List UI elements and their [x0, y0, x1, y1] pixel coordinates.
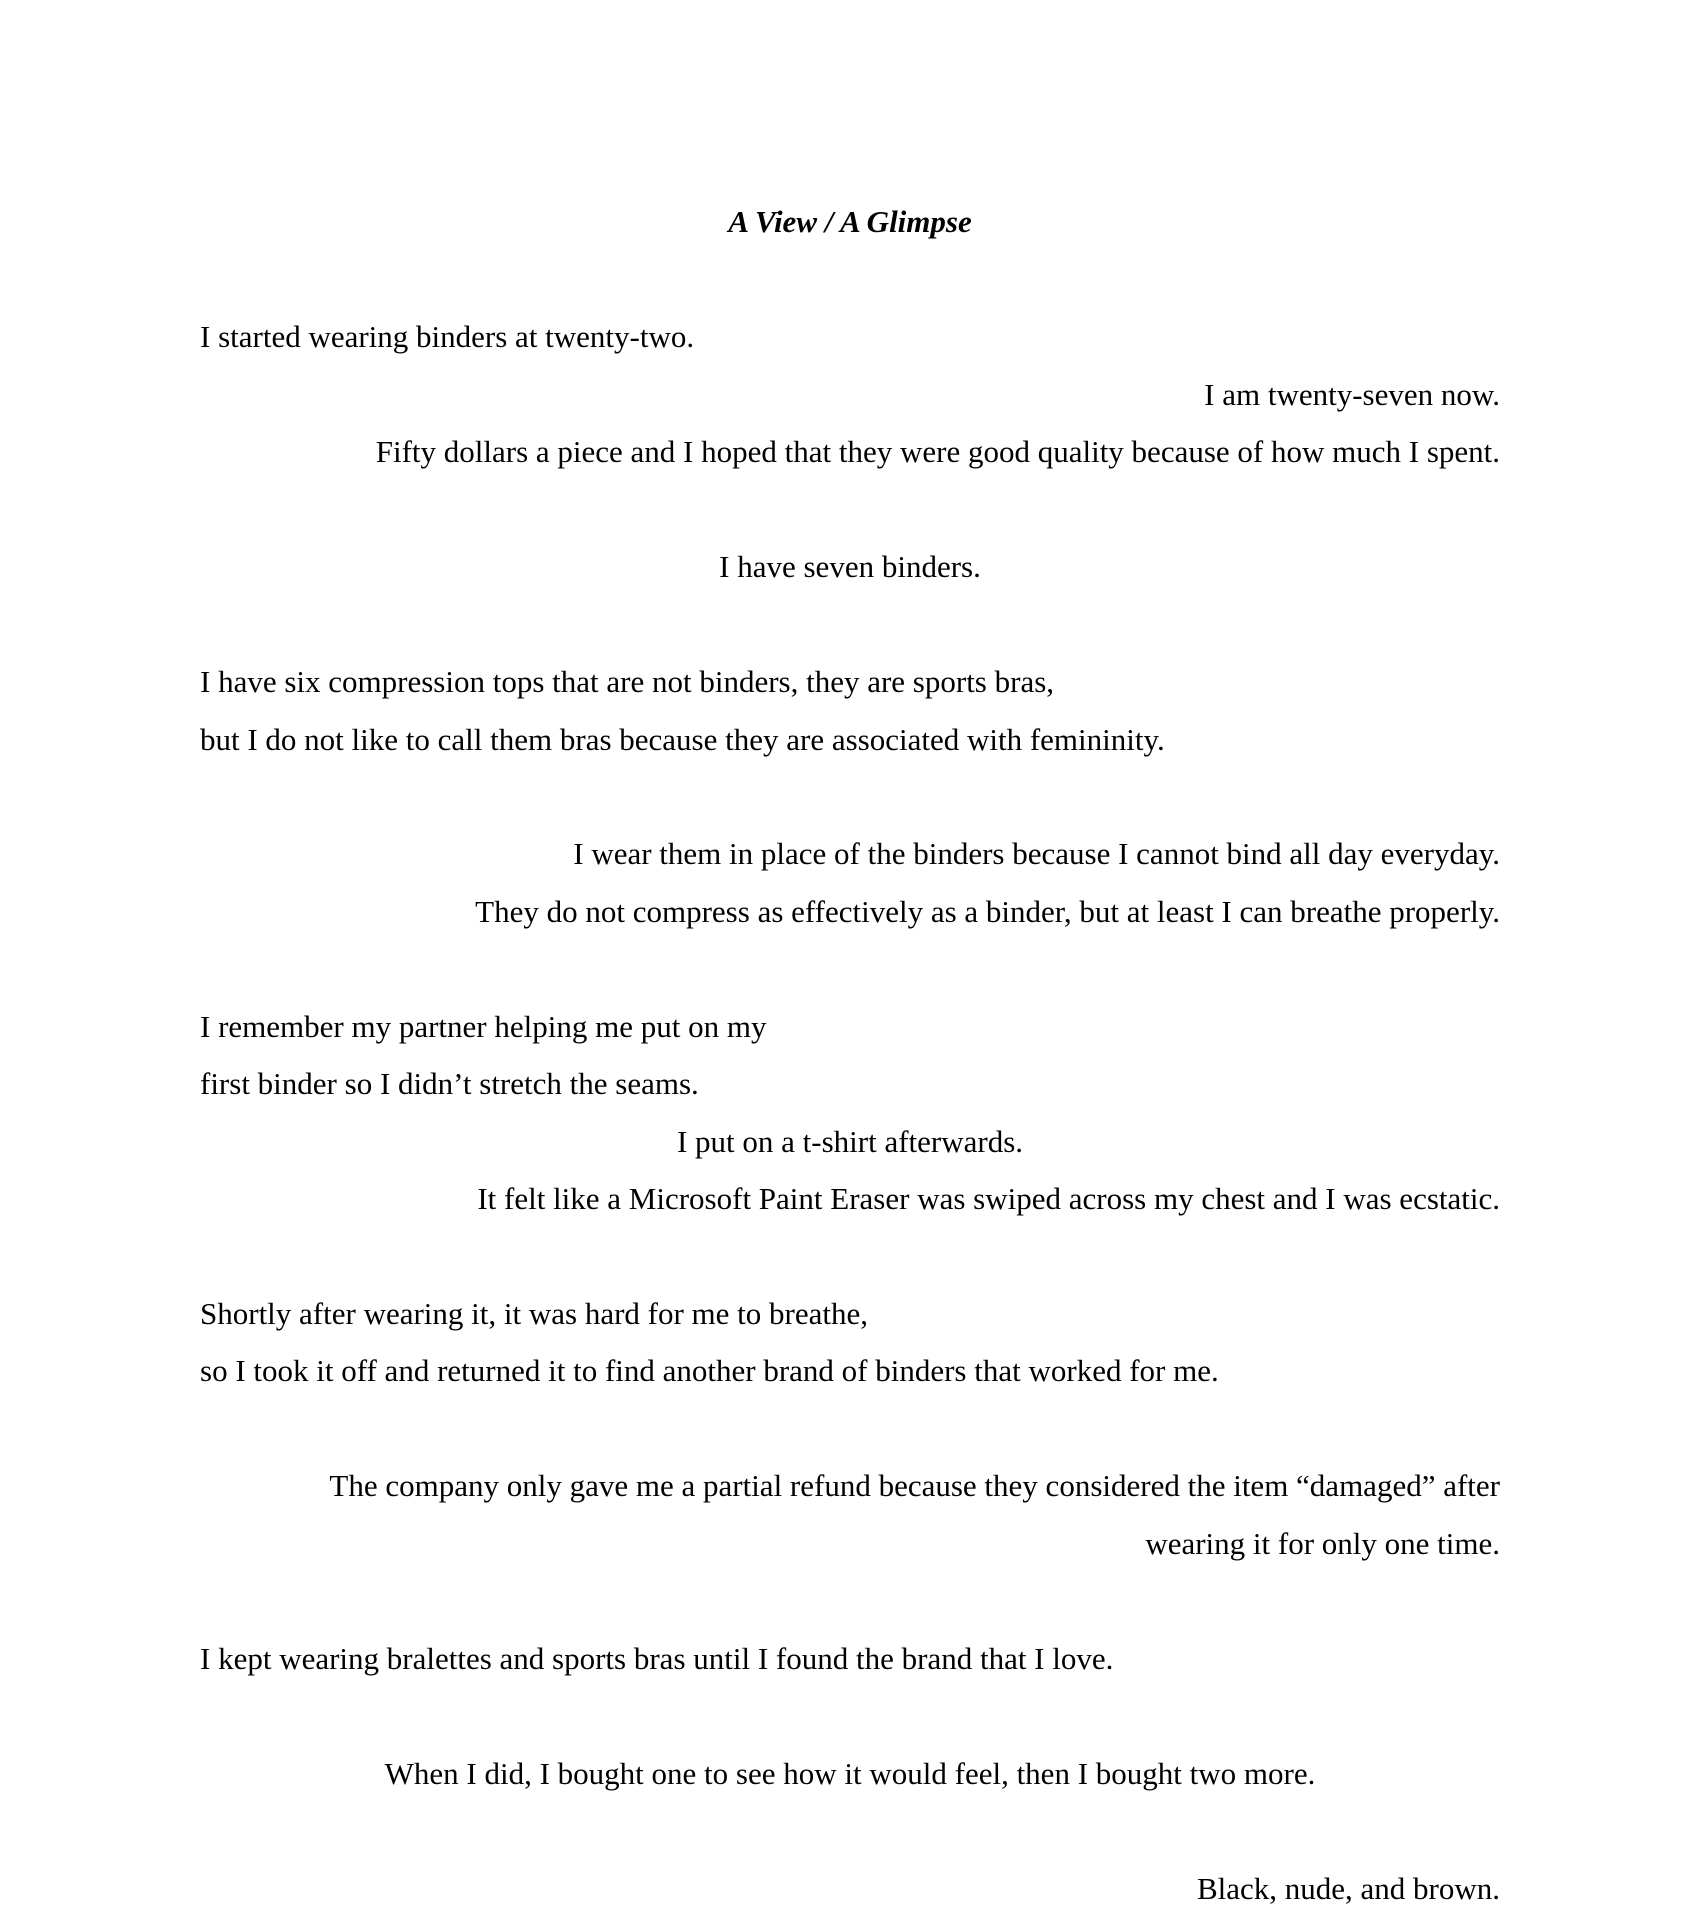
- poem-line: so I took it off and returned it to find another brand of binders that worked for me.: [200, 1353, 1219, 1388]
- poem-line: but I do not like to call them bras because they are associated with femininity.: [200, 722, 1165, 757]
- poem-line: They do not compress as effectively as a binder, but at least I can breathe properly.: [475, 894, 1500, 929]
- poem-title: A View / A Glimpse: [728, 204, 972, 239]
- poem-line: I started wearing binders at twenty-two.: [200, 319, 695, 354]
- poem-line: I have six compression tops that are not binders, they are sports bras,: [200, 664, 1055, 699]
- poem-line: Black, nude, and brown.: [1196, 1871, 1500, 1906]
- poem-line: wearing it for only one time.: [1145, 1526, 1500, 1561]
- poem-line: I have seven binders.: [719, 549, 981, 584]
- poem-line: I put on a t-shirt afterwards.: [676, 1124, 1024, 1159]
- poem-line: first binder so I didn’t stretch the seams.: [200, 1066, 699, 1101]
- poem-line: I kept wearing bralettes and sports bras until I found the brand that I love.: [200, 1641, 1114, 1676]
- poem-line: When I did, I bought one to see how it would feel, then I bought two more.: [384, 1756, 1316, 1791]
- poem-line: I am twenty-seven now.: [1204, 377, 1500, 412]
- poem-line: It felt like a Microsoft Paint Eraser was swiped across my chest and I was ecstatic.: [477, 1181, 1500, 1216]
- poem-line: Fifty dollars a piece and I hoped that they were good quality because of how much I spent.: [375, 434, 1500, 469]
- poem-line: I remember my partner helping me put on my: [200, 1009, 767, 1044]
- poem-line: Shortly after wearing it, it was hard for me to breathe,: [200, 1296, 868, 1331]
- poem-line: I wear them in place of the binders because I cannot bind all day everyday.: [573, 836, 1500, 871]
- poem-line: The company only gave me a partial refund because they considered the item “damaged” after: [329, 1468, 1500, 1503]
